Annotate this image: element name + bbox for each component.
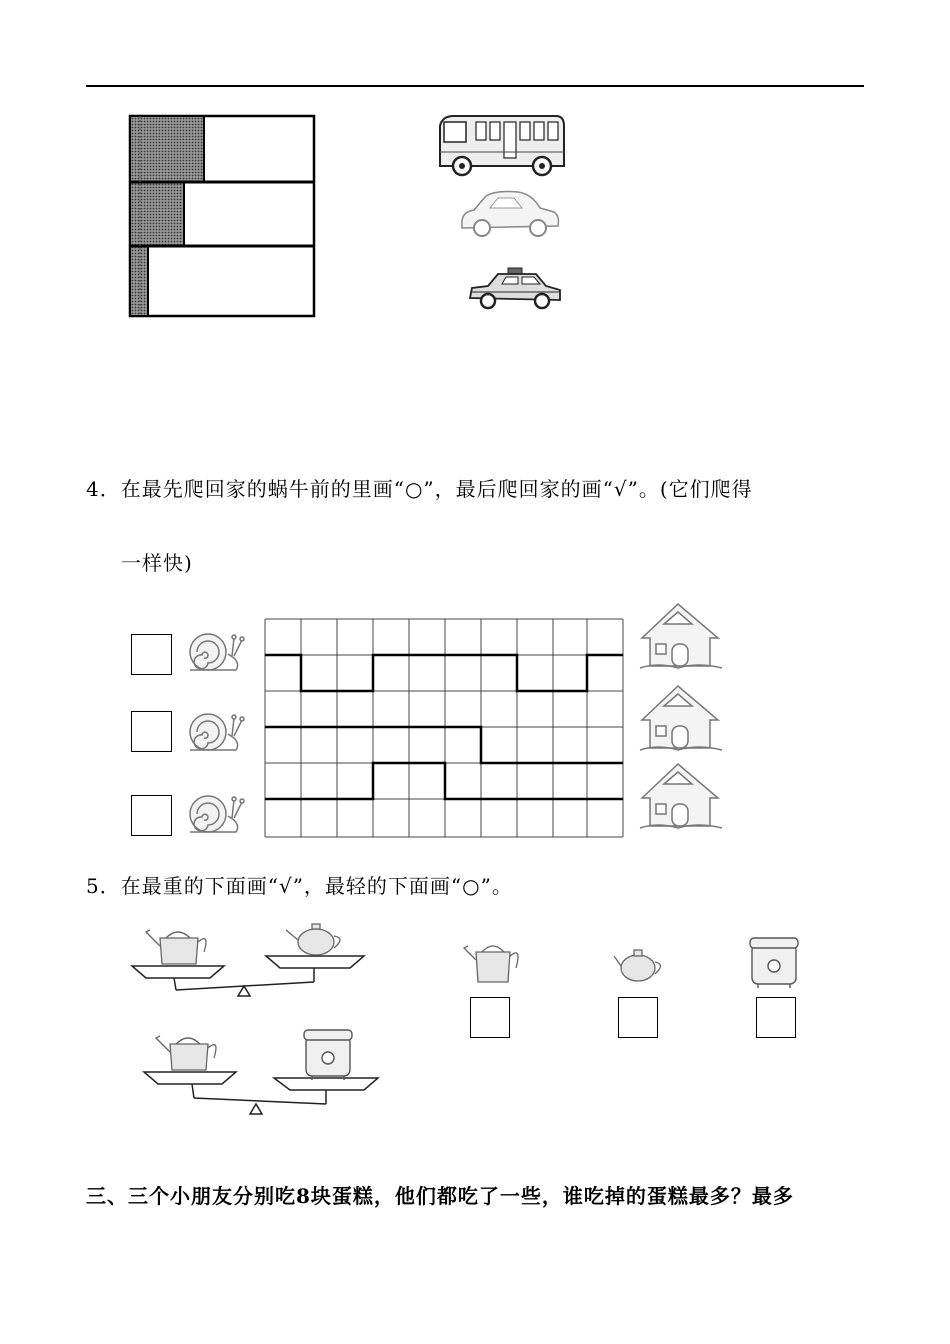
answer-box-snail-1[interactable] xyxy=(131,634,172,675)
snail-path-2 xyxy=(265,727,623,763)
teapot-icon xyxy=(286,924,340,955)
snail-path-3 xyxy=(265,763,623,799)
rice-cooker-icon xyxy=(304,1030,352,1080)
q5-text: 在最重的下面画“√”，最轻的下面画“○”。 xyxy=(120,874,513,898)
bus-icon xyxy=(434,112,566,178)
snail-icon xyxy=(186,628,244,678)
balance-scale-2 xyxy=(140,1024,380,1118)
answer-box-teapot[interactable] xyxy=(618,997,658,1038)
house-icon xyxy=(638,760,724,832)
watering-can-icon xyxy=(156,1036,216,1070)
answer-box-watering-can[interactable] xyxy=(470,997,510,1038)
snail-icon xyxy=(186,708,244,758)
bar-figure xyxy=(128,114,318,320)
snail-path-1 xyxy=(265,655,623,691)
teapot-icon xyxy=(612,940,666,990)
taxi-icon xyxy=(466,264,564,314)
q4-line1: 4．在最先爬回家的蜗牛前的里画“○”，最后爬回家的画“√”。(它们爬得 xyxy=(86,477,753,501)
q4-number: 4 xyxy=(86,477,100,501)
snail-icon xyxy=(186,790,244,840)
balance-scale-1 xyxy=(128,918,368,998)
rice-cooker-icon xyxy=(748,934,800,992)
answer-box-snail-2[interactable] xyxy=(131,711,172,752)
q5-number: 5 xyxy=(86,874,100,898)
house-icon xyxy=(638,682,724,754)
answer-box-rice-cooker[interactable] xyxy=(756,997,796,1038)
car-icon xyxy=(456,188,562,240)
top-rule xyxy=(86,85,864,87)
answer-box-snail-3[interactable] xyxy=(131,795,172,836)
section3-heading: 三、三个小朋友分别吃8块蛋糕，他们都吃了一些，谁吃掉的蛋糕最多？最多 xyxy=(86,1184,794,1208)
watering-can-icon xyxy=(460,936,522,992)
snail-path-grid xyxy=(264,618,626,840)
q4-text: 在最先爬回家的蜗牛前的里画“○”，最后爬回家的画“√”。(它们爬得 xyxy=(120,477,753,501)
q4-line2: 一样快) xyxy=(121,551,193,575)
house-icon xyxy=(638,600,724,672)
watering-can-icon xyxy=(146,930,206,964)
q5-line: 5．在最重的下面画“√”，最轻的下面画“○”。 xyxy=(86,874,513,898)
